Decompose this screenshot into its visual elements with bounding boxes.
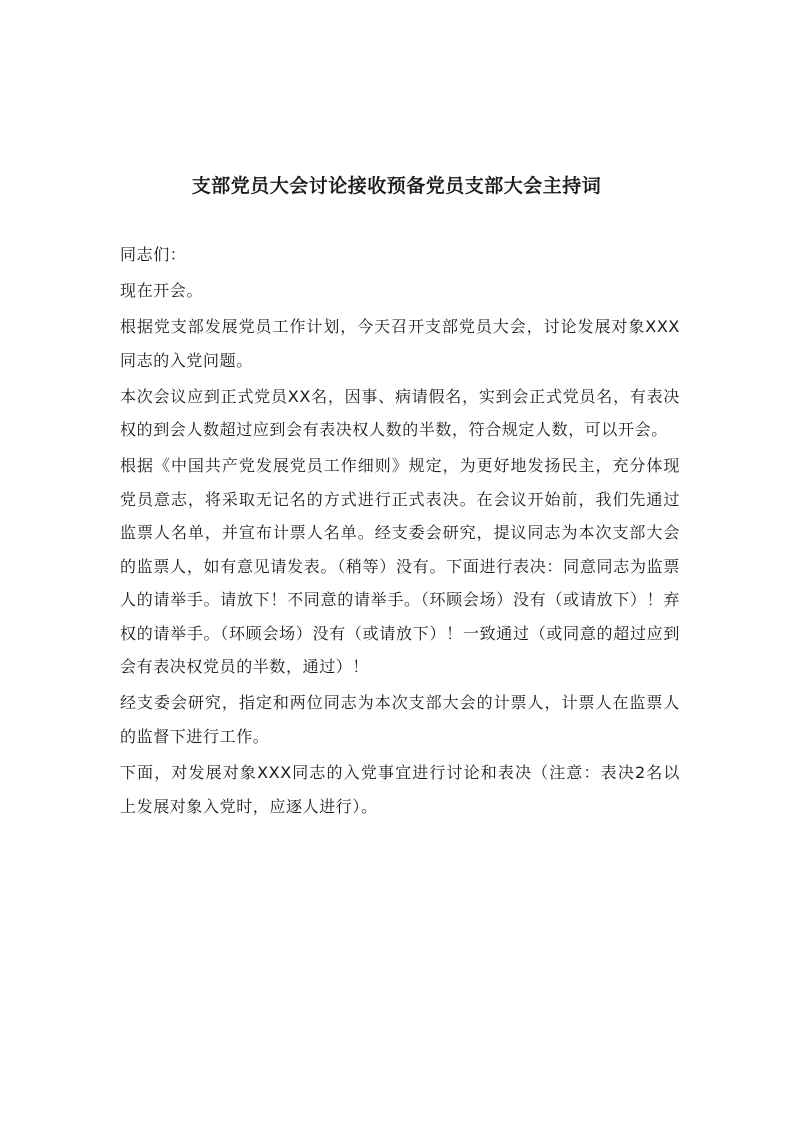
paragraph-voting-procedure: 根据《中国共产党发展党员工作细则》规定，为更好地发扬民主，充分体现党员意志，将采取无记名的方式进行正式表决。在会议开始前，我们先通过监票人名单，并宣布计票人名单。经支委会研究，提议同志为本次支部大会的监票人，如有意见请发表。（稍等）没有。下面进行表决：同意同志为监票人的请举手。请放下！不同意的请举手。（环顾会场）没有（或请放下）！弃权的请举手。（环顾会场）没有（或请放下）！一致通过（或同意的超过应到会有表决权党员的半数，通过）！ xyxy=(120,456,680,677)
paragraph-discussion: 下面，对发展对象XXX同志的入党事宜进行讨论和表决（注意：表决2名以上发展对象入党时，应逐人进行）。 xyxy=(120,763,680,816)
paragraph-greeting: 同志们： xyxy=(120,245,187,264)
document-title: 支部党员大会讨论接收预备党员支部大会主持词 xyxy=(191,175,602,197)
document-body xyxy=(120,238,680,826)
paragraph-opening: 现在开会。 xyxy=(120,281,204,301)
paragraph-attendance: 本次会议应到正式党员XX名，因事、病请假名，实到会正式党员名，有表决权的到会人数超过应到会有表决权人数的半数，符合规定人数，可以开会。 xyxy=(120,386,680,440)
paragraph-purpose: 根据党支部发展党员工作计划，今天召开支部党员大会，讨论发展对象XXX同志的入党问题。 xyxy=(120,317,680,370)
paragraph-vote-counters: 经支委会研究，指定和两位同志为本次支部大会的计票人，计票人在监票人的监督下进行工作。 xyxy=(120,693,680,746)
